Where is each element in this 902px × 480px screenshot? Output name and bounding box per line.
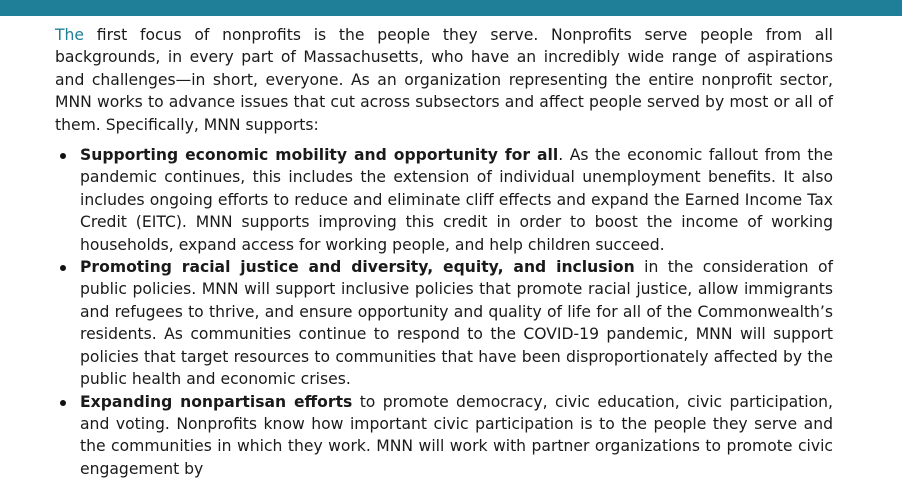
- document-body: [55, 24, 833, 480]
- list-item: [55, 144, 833, 256]
- bullet-text: . As the economic fallout from the pandemic continues, this includes the extension of individual unemployment benefits. It also includes ongoing efforts to reduce and eliminate cliff effects and expand the Earned Income Tax Credit (EITC). MNN supports improving this credit in order to boost the income of working households, expand access for working people, and help children succeed.: [80, 146, 833, 254]
- intro-paragraph: [55, 24, 833, 136]
- intro-text: first focus of nonprofits is the people they serve. Nonprofits serve people from all backgrounds, in every part of Massachusetts, who have an incredibly wide range of aspirations and challenges—in short, everyone. As an organization representing the entire nonprofit sector, MNN works to advance issues that cut across subsectors and affect people served by most or all of them. Specifically, MNN supports:: [55, 26, 833, 134]
- bullet-icon: [60, 265, 66, 271]
- list-item: [55, 256, 833, 390]
- bullet-paragraph: [80, 391, 833, 480]
- list-item: [55, 391, 833, 480]
- bullet-paragraph: [80, 256, 833, 390]
- header-band: [0, 0, 902, 16]
- bullet-text: in the consideration of public policies. MNN will support inclusive policies that promote racial justice, allow immigrants and refugees to thrive, and ensure opportunity and quality of life for all of the Commonwealth’s residents. As communities continue to respond to the COVID-19 pandemic, MNN will support policies that target resources to communities that have been disproportionately affected by the public health and economic crises.: [80, 258, 833, 388]
- bullet-icon: [60, 153, 66, 159]
- bullet-title: Supporting economic mobility and opportunity for all: [80, 146, 558, 164]
- intro-lead-word: The: [55, 26, 84, 44]
- bullet-icon: [60, 400, 66, 406]
- bullet-paragraph: [80, 144, 833, 256]
- bullet-list: [55, 144, 833, 480]
- bullet-title: Promoting racial justice and diversity, equity, and inclusion: [80, 258, 635, 276]
- bullet-text: to promote democracy, civic education, civic participation, and voting. Nonprofits know how important civic participation is to the people they serve and the communities in which they work. MNN will work with partner organizations to promote civic engagement by: [80, 393, 833, 478]
- bullet-title: Expanding nonpartisan efforts: [80, 393, 352, 411]
